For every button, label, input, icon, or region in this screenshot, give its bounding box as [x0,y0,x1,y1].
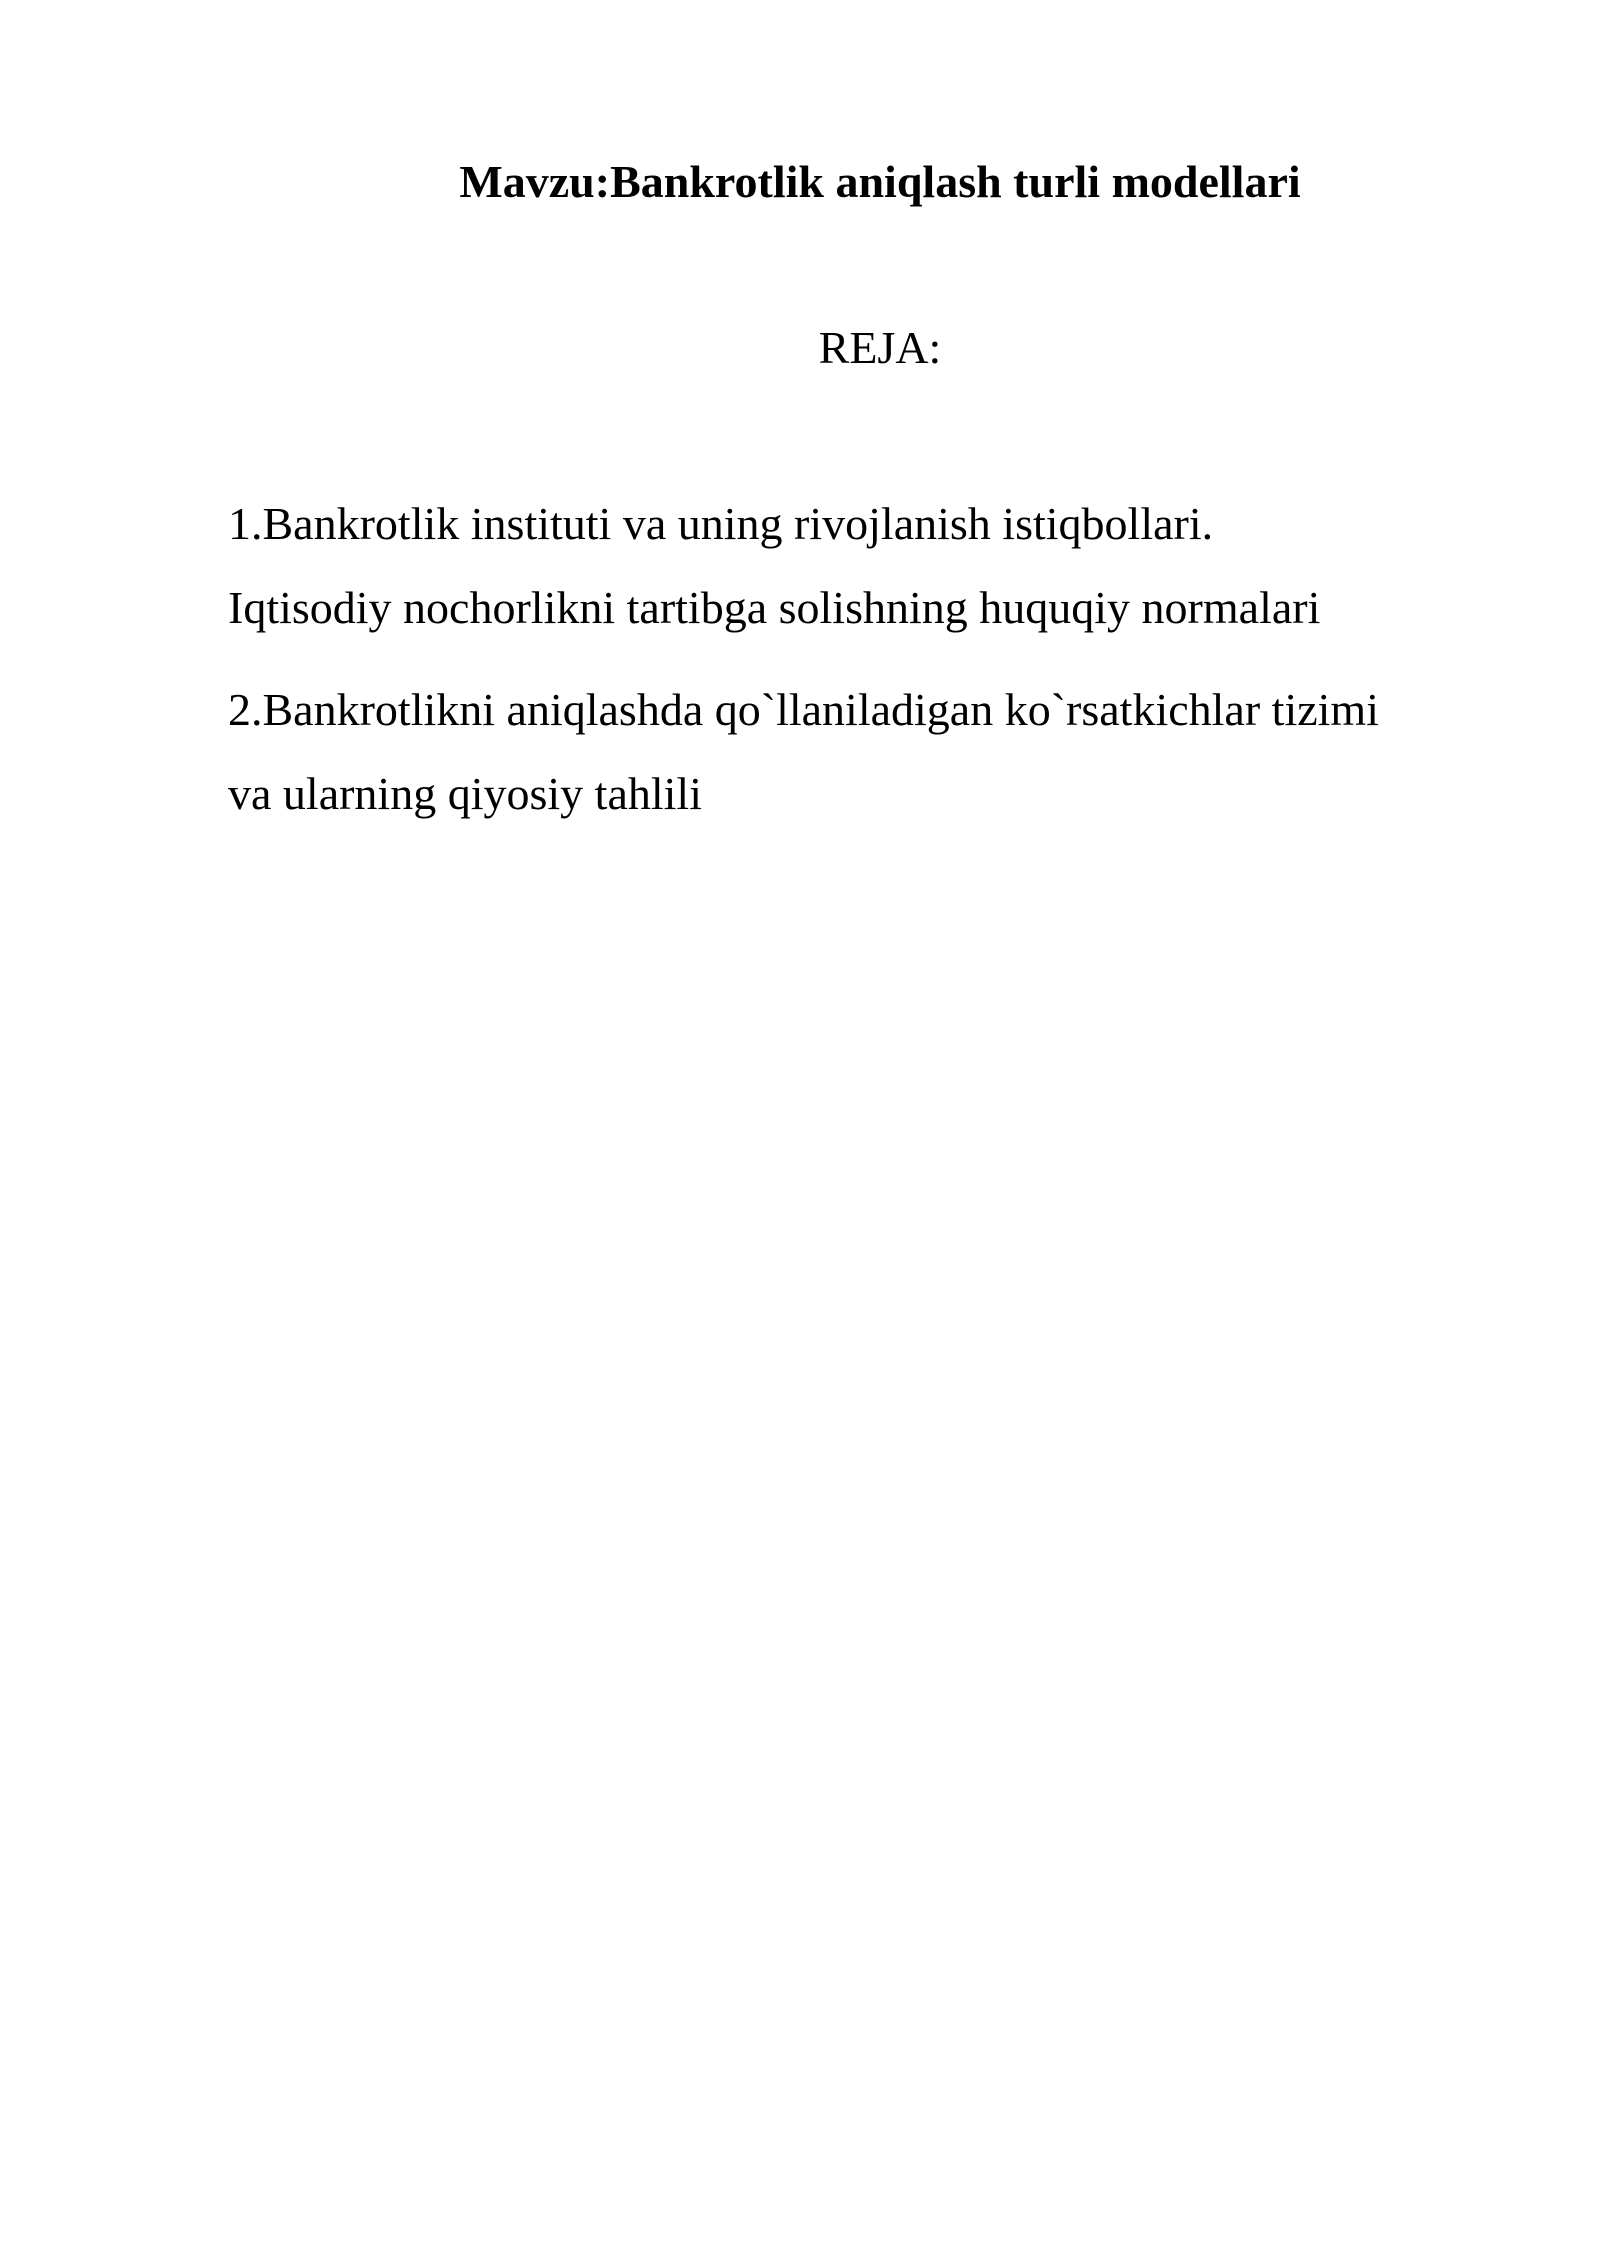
plan-item-2-line-1: 2.Bankrotlikni aniqlashda qo`llaniladigan ko`rsatkichlar tizimi [228,684,1379,735]
plan-item-2-line-2: va ularning qiyosiy tahlili [228,768,702,819]
plan-item-2 [228,668,1528,836]
plan-item-1 [228,482,1528,650]
plan-item-1-line-2: Iqtisodiy nochorlikni tartibga solishning huquqiy normalari [228,582,1321,633]
plan-item-1-line-1: 1.Bankrotlik instituti va uning rivojlanish istiqbollari. [228,498,1214,549]
plan-list [228,482,1528,836]
document-title: Mavzu:Bankrotlik aniqlash turli modellari [459,156,1301,207]
plan-heading: REJA: [818,322,942,373]
